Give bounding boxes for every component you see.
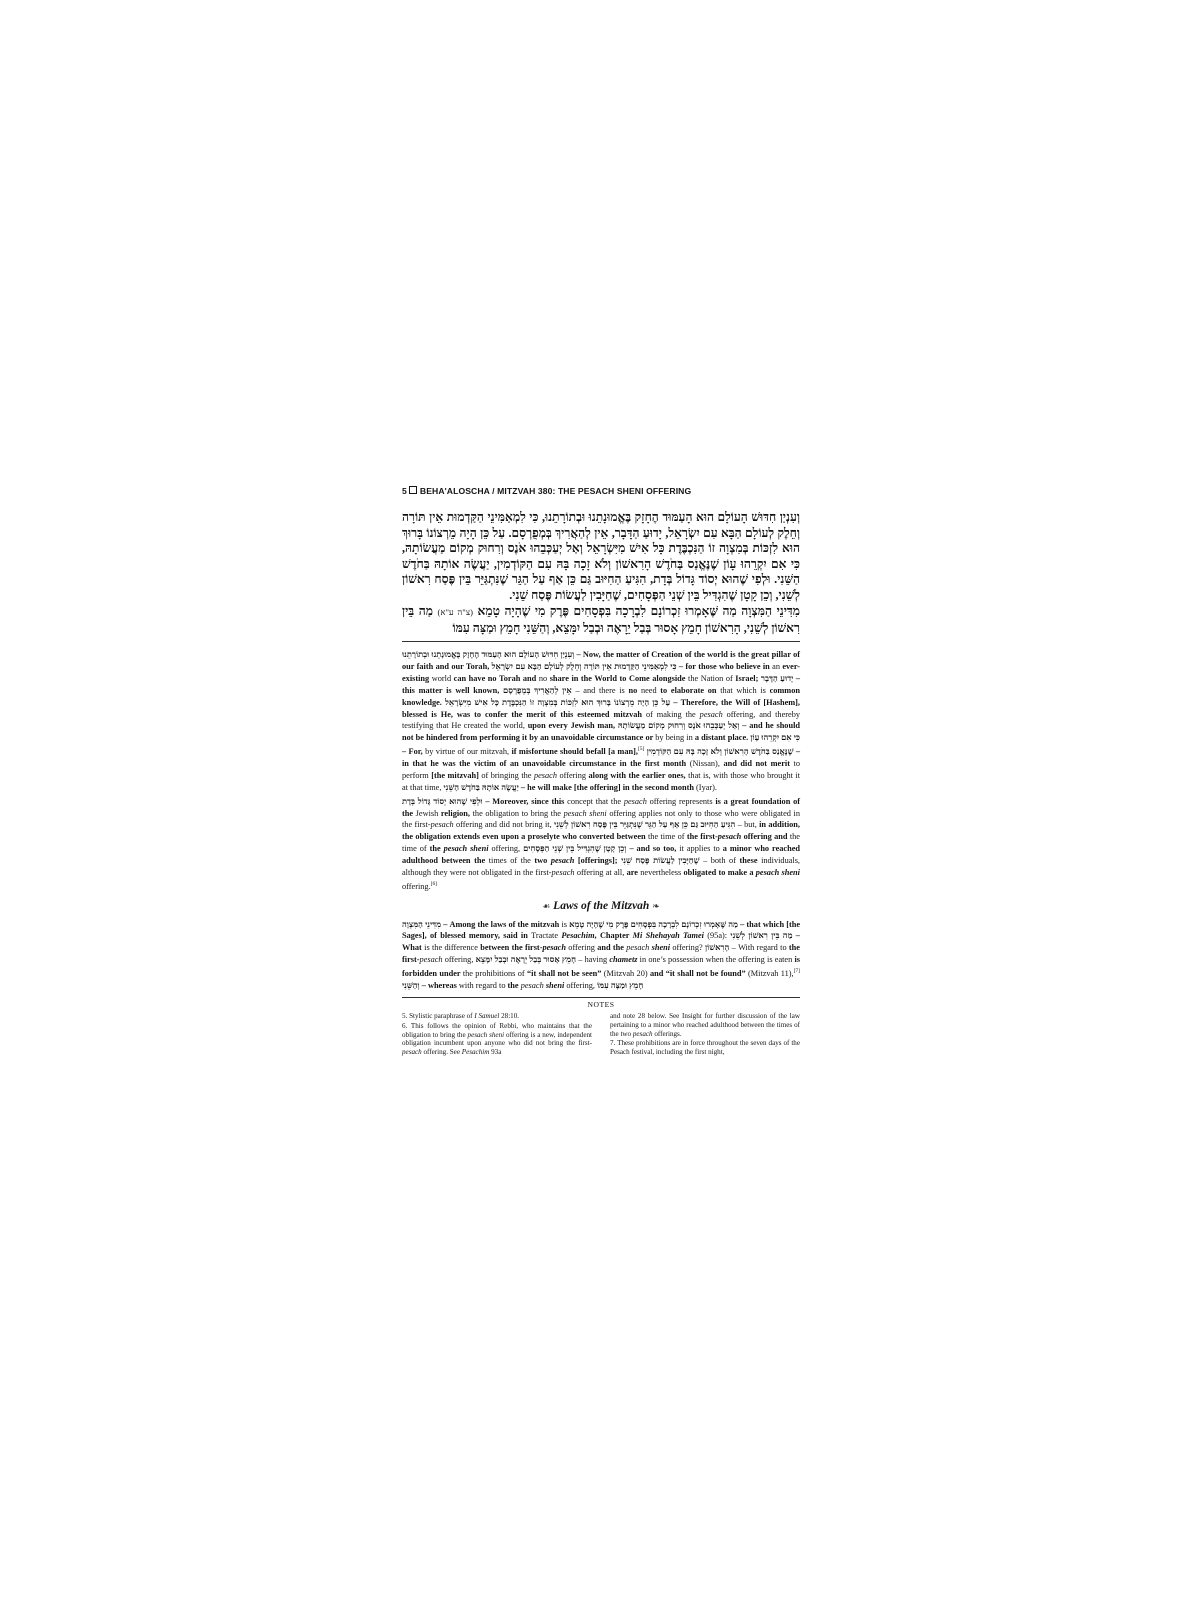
footnote xyxy=(610,1012,800,1039)
hebrew-text: מִדִּינֵי הַמִּצְוָה מַה שֶּׁאָמְרוּ זִכְרוֹנָם לִבְרָכָה בִּפְסָחִים פֶּרֶק מִי שֶׁהָיָה טָמֵא xyxy=(477,604,801,618)
translation-phrase: and did not merit xyxy=(723,758,794,768)
explanatory-text: (Mitzvah 20) xyxy=(603,968,650,978)
translation-phrase: – this matter is well known, xyxy=(402,673,800,695)
section-divider xyxy=(402,641,800,642)
translation-phrase: the first- xyxy=(686,832,718,842)
translation-phrase: upon every Jewish man, xyxy=(527,721,618,731)
translation-phrase: – he will make [the offering] in the second month xyxy=(518,782,697,792)
book-page xyxy=(402,486,800,1058)
explanatory-text: is the difference xyxy=(424,943,481,953)
footnote xyxy=(402,1022,592,1058)
translation-phrase: – in that he was the victim of an unavoidable circumstance in the first month xyxy=(402,747,800,768)
translation-phrase: if misfortune should befall [a man], xyxy=(511,747,638,757)
explanatory-text: Jewish xyxy=(415,808,441,818)
explanatory-text: of making the xyxy=(645,709,700,719)
explanatory-text: is xyxy=(561,919,570,929)
translation-phrase: are xyxy=(626,868,641,878)
translation-phrase: – For, xyxy=(402,747,426,757)
translation-phrase: , Chapter xyxy=(594,931,633,941)
italic-term: pesach sheni xyxy=(563,808,607,818)
explanatory-text: (Nissan), xyxy=(689,758,724,768)
translation-phrase: ever-existing xyxy=(402,661,800,683)
hebrew-phrase: שֶׁנֶּאֱנַס בַּחֹדֶשׁ הָרִאשׁוֹן וְלֹא זָכָה בָּהּ עִם הַקּוֹדְמִין xyxy=(646,747,794,757)
commentary xyxy=(402,649,800,992)
italic-term: sheni xyxy=(651,943,671,953)
explanatory-text: (Mitzvah 11), xyxy=(748,968,794,978)
hebrew-phrase: הָרִאשׁוֹן xyxy=(704,943,730,953)
translation-phrase: two xyxy=(534,856,551,866)
translation-phrase: a minor who reached adulthood between the xyxy=(402,844,800,866)
italic-term: chametz xyxy=(609,955,638,965)
running-title: BEHA'ALOSCHA / MITZVAH 380: THE PESACH SHENI OFFERING xyxy=(419,486,692,496)
explanatory-text: by being in xyxy=(655,733,695,743)
notes-column-left xyxy=(402,1012,592,1058)
explanatory-text: offering represents xyxy=(646,796,716,806)
translation-phrase: – for those who believe in xyxy=(676,661,773,671)
italic-term: Pesachim xyxy=(561,931,595,941)
translation-phrase: obligated to make a xyxy=(683,868,756,878)
italic-term: pesach sheni xyxy=(467,1030,505,1039)
hebrew-phrase: מַה שֶּׁאָמְרוּ זִכְרוֹנָם לִבְרָכָה בִּפְסָחִים פֶּרֶק מִי שֶׁהָיָה טָמֵא xyxy=(569,919,738,929)
italic-term: pesach sheni xyxy=(755,868,800,878)
explanatory-text: the Nation of xyxy=(688,673,736,683)
italic-term: pesach xyxy=(699,709,723,719)
italic-term: Mi Shehayah Tamei xyxy=(632,931,704,941)
translation-phrase: the xyxy=(507,980,521,990)
hebrew-phrase: מַה בֵּין רִאשׁוֹן לְשֵׁנִי xyxy=(730,931,793,941)
translation-phrase: – What xyxy=(402,931,800,953)
explanatory-text: that which is xyxy=(720,685,770,695)
translation-phrase: share in the World to Come alongside xyxy=(549,673,689,683)
explanatory-text: offering xyxy=(556,770,589,780)
hebrew-phrase: מִדִּינֵי הַמִּצְוָה xyxy=(402,919,442,929)
footnote xyxy=(610,1039,800,1057)
explanatory-text: offerings. xyxy=(652,1029,682,1038)
explanatory-text: – but, xyxy=(735,820,760,830)
translation-phrase: to elaborate on xyxy=(660,685,721,695)
explanatory-text: – and there is xyxy=(571,685,629,695)
italic-term: pesach xyxy=(520,980,546,990)
hebrew-phrase: חָמֵץ וּמַצָּה עִמּוֹ xyxy=(597,980,644,990)
translation-phrase: common knowledge. xyxy=(402,685,800,707)
explanatory-text: no xyxy=(538,673,550,683)
italic-term: pesach xyxy=(533,770,557,780)
translation-phrase: – Moreover, since this xyxy=(482,796,568,806)
explanatory-text: 5. Stylistic paraphrase of xyxy=(402,1011,475,1020)
hebrew-phrase: אֵין לְהַאֲרִיךְ בְּמְפֻרְסָם xyxy=(503,685,572,695)
explanatory-text: 6. This follows the opinion of Rebbi, who maintains that the obligation to bring the xyxy=(402,1021,592,1039)
explanatory-text: offering? xyxy=(670,943,705,953)
hebrew-phrase: יָדוּעַ הַדָּבָר xyxy=(760,673,794,683)
italic-term: Pesachim xyxy=(461,1048,490,1057)
italic-term: pesach xyxy=(419,955,443,965)
hebrew-main-text xyxy=(402,510,801,635)
explanatory-text: the time of xyxy=(402,832,800,854)
italic-term: sheni xyxy=(545,980,565,990)
translation-phrase: and the xyxy=(597,943,627,953)
explanatory-text: offering applies not only to those who were obligated in the first- xyxy=(402,808,800,830)
hebrew-paragraph xyxy=(402,604,800,636)
explanatory-text: 7. These prohibitions are in force throughout the seven days of the Pesach festival, including the first night, xyxy=(610,1039,800,1057)
explanatory-text: times of the xyxy=(488,856,535,866)
explanatory-text: offering is a new, independent obligation incumbent upon anyone who did not bring the first- xyxy=(402,1030,592,1048)
hebrew-phrase: וְכֵן קָטָן שֶׁהִגְדִּיל בֵּין שְׁנֵי הַפְּסָחִים xyxy=(523,844,627,854)
hebrew-phrase: וְעִנְיַן חִדּוּשׁ הָעוֹלָם הוּא הָעַמּוּד הֶחָזָק בֶּאֱמוּנָתֵנוּ וּבְתוֹרָתֵנוּ xyxy=(402,650,575,659)
hebrew-paragraph: וְעִנְיַן חִדּוּשׁ הָעוֹלָם הוּא הָעַמּוּד הֶחָזָק בֶּאֱמוּנָתֵנוּ וּבְתוֹרָתֵנוּ, כִּי לִמְאַמִּינֵי הַקַּדְמוּת אֵין תּוֹרָה וְחֵלֶק לְעוֹלָם הַבָּא עִם יִשְׂרָאֵל, יָדוּעַ הַדָּבָר, אֵין לְהַאֲרִיךְ בְּמְפֻרְסָם. עַל כֵּן הָיָה מֵרְצוֹנוֹ בָּרוּךְ הוּא לִזְכּוֹת בְּמִצְוָה זוֹ הַנִּכְבֶּדֶת כָּל אִישׁ מִיִּשְׂרָאֵל וְאַל יְעַכְּבֵהוּ אֹנֶס וְרִחוּק מְקוֹם מַעֲשׂוֹתָהּ, כִּי אִם יִקְרֵהוּ עָוֹן שֶׁנֶּאֱנַס בַּחֹדֶשׁ הָרִאשׁוֹן וְלֹא זָכָה בָּהּ עִם הַקּוֹדְמִין, יַעֲשֶׂה אוֹתָהּ בַּחֹדֶשׁ הַשֵּׁנִי. וּלְפִי שֶׁהוּא יְסוֹד גָּדוֹל בְּדָת, הִגִּיעַ הַחִיּוּב גַּם כֵּן אַף עַל הַגֵּר שֶׁנִּתְגַּיֵּר בֵּין פֶּסַח רִאשׁוֹן לְשֵׁנִי, וְכֵן קָטָן שֶׁהִגְדִּיל בֵּין שְׁנֵי הַפְּסָחִים, שֶׁחַיָּבִין לַעֲשׂוֹת פֶּסַח שֵׁנִי. xyxy=(402,510,800,602)
italic-term: pesach xyxy=(542,943,566,953)
translation-phrase: along with the earlier ones, xyxy=(588,770,689,780)
translation-phrase: [the mitzvah] xyxy=(431,770,482,780)
hebrew-phrase: וּלְפִי שֶׁהוּא יְסוֹד גָּדוֹל בְּדָת xyxy=(402,796,483,806)
notes-divider xyxy=(402,997,800,998)
hebrew-phrase: כִּי אִם יִקְרֵהוּ עָוֹן xyxy=(750,733,800,743)
translation-phrase: can have no Torah and xyxy=(453,673,539,683)
translation-phrase: – whereas xyxy=(419,980,459,990)
translation-phrase: between the first- xyxy=(480,943,543,953)
hebrew-phrase: יַעֲשֶׂה אוֹתָהּ בַּחֹדֶשׁ הַשֵּׁנִי xyxy=(443,782,519,792)
hebrew-phrase: עַל כֵּן הָיָה מֵרְצוֹנוֹ בָּרוּךְ הוּא לִזְכּוֹת בְּמִצְוָה זוֹ הַנִּכְבֶּדֶת כָּל אִישׁ מִיִּשְׂרָאֵל xyxy=(445,697,671,707)
notes xyxy=(402,1012,800,1058)
translation-phrase: is a great foundation of the xyxy=(402,796,800,818)
footnote-marker[interactable]: [5] xyxy=(637,746,645,753)
translation-phrase: these xyxy=(739,856,762,866)
notes-heading: NOTES xyxy=(587,999,615,1009)
translation-phrase: Israel; xyxy=(735,673,761,683)
explanatory-text: the obligation to bring the xyxy=(472,808,564,818)
translation-phrase: the first- xyxy=(402,943,800,965)
explanatory-text: offering xyxy=(565,943,598,953)
italic-term: pesach xyxy=(623,796,647,806)
translation-phrase: a distant place. xyxy=(694,733,751,743)
hebrew-text: מַה בֵּין רִאשׁוֹן לְשֵׁנִי, הָרִאשׁוֹן חָמֵץ אָסוּר בְּבַל יֵרָאֶה וּבְבַל יִמָּצֵא, וְהַשֵּׁנִי חָמֵץ וּמַצָּה עִמּוֹ xyxy=(402,604,800,635)
explanatory-text: of bringing the xyxy=(481,770,534,780)
translation-phrase: – and so too, xyxy=(626,844,680,854)
italic-term: pesach sheni xyxy=(443,844,489,854)
italic-term: pesach xyxy=(717,832,742,842)
hebrew-phrase: כִּי לִמְאַמִּינֵי הַקַּדְמוּת אֵין תּוֹרָה וְחֵלֶק לְעוֹלָם הַבָּא עִם יִשְׂרָאֵל xyxy=(491,661,677,671)
explanatory-text: offering, and thereby testifying that He created the world, xyxy=(402,709,800,731)
explanatory-text: offering and did not bring it, xyxy=(453,820,555,830)
explanatory-text: in one’s possession when the offering is eaten xyxy=(637,955,795,965)
explanatory-text: – both of xyxy=(699,856,740,866)
translation-phrase: “it shall not be seen” xyxy=(527,968,604,978)
explanatory-text: to perform xyxy=(402,758,801,780)
translation-phrase: – Among the laws of the mitzvah xyxy=(441,919,562,929)
explanatory-text: by virtue of our mitzvah, xyxy=(425,747,512,757)
section-heading xyxy=(402,901,800,913)
italic-term: I Samuel xyxy=(474,1011,500,1020)
italic-term: pesach xyxy=(551,868,575,878)
explanatory-text: offering. xyxy=(402,881,431,891)
explanatory-text: 93a xyxy=(489,1048,502,1057)
translation-phrase: and “it shall not be found” xyxy=(649,968,748,978)
leaf-ornament-icon: ☙ xyxy=(542,900,551,911)
explanatory-text: 28:10. xyxy=(499,1011,520,1020)
footnote xyxy=(402,1012,592,1021)
italic-term: pesach xyxy=(402,1048,422,1057)
translation-phrase: the xyxy=(429,844,444,854)
italic-term: pesach xyxy=(550,856,575,866)
hebrew-phrase: הִגִּיעַ הַחִיּוּב גַּם כֵּן אַף עַל הַגֵּר שֶׁנִּתְגַּיֵּר בֵּין פֶּסַח רִאשׁוֹן לְשֵׁנִי xyxy=(554,820,736,830)
explanatory-text: that is, with those who brought it at that time, xyxy=(402,770,801,792)
box-bullet-icon xyxy=(409,486,417,494)
explanatory-text: – having xyxy=(576,955,610,965)
explanatory-text: offering, xyxy=(442,955,476,965)
hebrew-phrase: שֶׁחַיָּבִין לַעֲשׂוֹת פֶּסַח שֵׁנִי xyxy=(621,856,700,866)
translation-phrase: in addition, the obligation extends even upon a proselyte who converted between xyxy=(402,820,800,842)
translation-phrase: – Therefore, the Will of [Hashem], blessed is He, was to confer the merit of this esteemed mitzvah xyxy=(402,697,800,719)
running-header xyxy=(402,486,800,496)
translation-phrase: – that which [the Sages], of blessed memory, said in xyxy=(402,919,801,941)
commentary-paragraph xyxy=(402,919,800,992)
translation-phrase: religion, xyxy=(440,808,473,818)
explanatory-text: (95a): xyxy=(703,931,731,941)
explanatory-text: offering, xyxy=(564,980,598,990)
explanatory-text: it applies to xyxy=(679,844,723,854)
explanatory-text: – With regard to xyxy=(729,943,789,953)
page-number: 5 xyxy=(402,486,407,496)
explanatory-text: the prohibitions of xyxy=(462,968,528,978)
translation-phrase: [offerings]; xyxy=(574,856,622,866)
commentary-paragraph xyxy=(402,796,800,893)
explanatory-text: and note 28 below. See Insight for further discussion of the law pertaining to a minor who reached adulthood between the times of the two xyxy=(610,1011,800,1038)
hebrew-phrase: חָמֵץ אָסוּר בְּבַל יֵרָאֶה וּבְבַל יִמָּצֵא xyxy=(475,955,577,965)
footnote-marker[interactable]: [6] xyxy=(430,880,438,887)
translation-phrase: is forbidden under xyxy=(402,955,801,978)
explanatory-text: offering at all, xyxy=(574,868,627,878)
explanatory-text: concept that the xyxy=(567,796,624,806)
explanatory-text: need xyxy=(640,685,661,695)
notes-column-right xyxy=(610,1012,800,1058)
translation-phrase: – Now, the matter of Creation of the world is the great pillar of our faith and our Torah, xyxy=(402,650,800,671)
explanatory-text: with regard to xyxy=(458,980,508,990)
section-heading-text: Laws of the Mitzvah xyxy=(553,899,650,912)
commentary-paragraph xyxy=(402,649,800,794)
explanatory-text: offering. See xyxy=(421,1048,462,1057)
italic-term: pesach xyxy=(430,820,454,830)
explanatory-text: offering, xyxy=(488,844,524,854)
explanatory-text: Tractate xyxy=(531,931,562,941)
talmud-reference: (צ"ה ע"א) xyxy=(437,607,473,617)
explanatory-text: world xyxy=(431,673,454,683)
translation-phrase: offering and xyxy=(741,832,790,842)
translation-phrase: no xyxy=(628,685,641,695)
explanatory-text: (Iyar). xyxy=(696,782,718,792)
translation-phrase: – and he should not be hindered from performing it by an unavoidable circumstance or xyxy=(402,721,800,743)
hebrew-phrase: וְהַשֵּׁנִי xyxy=(402,980,420,990)
italic-term: pesach xyxy=(626,943,652,953)
explanatory-text: individuals, although they were not obligated in the first- xyxy=(402,856,801,878)
explanatory-text: an xyxy=(772,661,783,671)
explanatory-text: the time of xyxy=(648,832,687,842)
italic-term: pesach xyxy=(632,1029,653,1038)
leaf-ornament-icon: ❧ xyxy=(652,900,660,911)
hebrew-phrase: וְאַל יְעַכְּבֵהוּ אֹנֶס וְרִחוּק מְקוֹם מַעֲשׂוֹתָהּ xyxy=(617,721,740,731)
footnote-marker[interactable]: [7] xyxy=(793,968,801,975)
explanatory-text: nevertheless xyxy=(640,868,684,878)
